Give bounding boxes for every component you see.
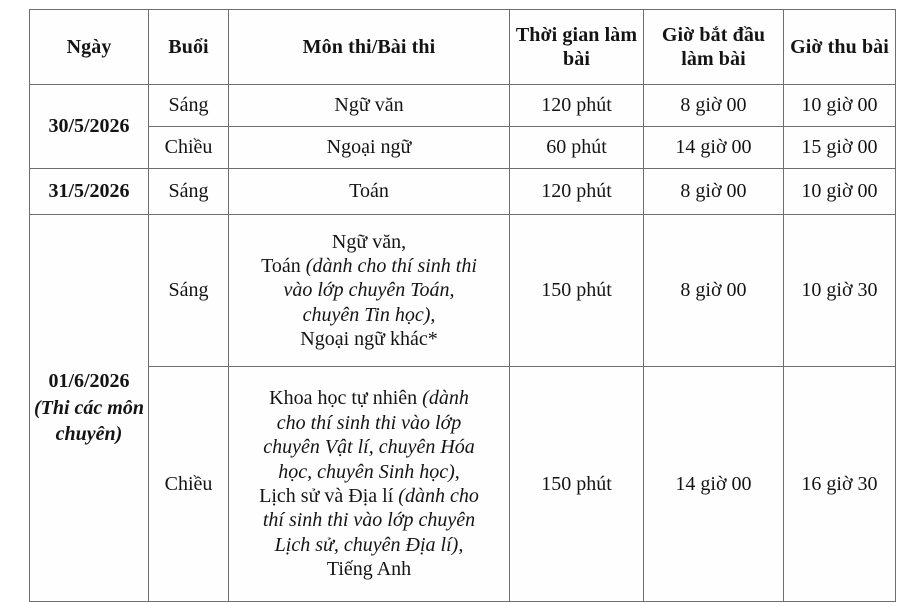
subject-line: Toán (dành cho thí sinh thi xyxy=(261,254,477,277)
cell-start-time: 8 giờ 00 xyxy=(644,215,784,367)
cell-duration: 150 phút xyxy=(510,215,644,367)
column-header-session: Buổi xyxy=(149,10,229,85)
subject-line: chuyên Vật lí, chuyên Hóa xyxy=(263,436,475,459)
column-header-start-time: Giờ bắt đầu làm bài xyxy=(644,10,784,85)
cell-end-time: 10 giờ 30 xyxy=(784,215,896,367)
cell-subject xyxy=(229,169,510,215)
subject-line: Ngữ văn xyxy=(334,94,404,117)
exam-schedule-table-wrapper xyxy=(29,9,895,581)
cell-duration: 60 phút xyxy=(510,127,644,169)
subject-line: Toán xyxy=(349,180,389,203)
exam-schedule-table xyxy=(29,9,896,602)
subject-line: Ngoại ngữ khác* xyxy=(300,328,438,351)
table-row xyxy=(30,169,896,215)
cell-session: Sáng xyxy=(149,169,229,215)
cell-end-time: 15 giờ 00 xyxy=(784,127,896,169)
table-row xyxy=(30,85,896,127)
cell-date xyxy=(30,169,149,215)
cell-duration: 120 phút xyxy=(510,85,644,127)
subject-line: Khoa học tự nhiên (dành xyxy=(269,387,469,410)
cell-session: Chiều xyxy=(149,367,229,602)
cell-end-time: 10 giờ 00 xyxy=(784,85,896,127)
cell-end-time: 10 giờ 00 xyxy=(784,169,896,215)
cell-date xyxy=(30,215,149,602)
date-value: 30/5/2026 xyxy=(48,115,130,138)
cell-duration: 120 phút xyxy=(510,169,644,215)
subject-line: Ngữ văn, xyxy=(331,230,407,253)
column-header-date: Ngày xyxy=(30,10,149,85)
cell-session: Chiều xyxy=(149,127,229,169)
subject-line: vào lớp chuyên Toán, xyxy=(283,279,455,302)
cell-session: Sáng xyxy=(149,215,229,367)
cell-subject xyxy=(229,85,510,127)
subject-line: học, chuyên Sinh học), xyxy=(278,460,460,483)
cell-subject xyxy=(229,367,510,602)
table-header xyxy=(30,10,896,85)
subject-line: thí sinh thi vào lớp chuyên xyxy=(262,509,476,532)
cell-start-time: 14 giờ 00 xyxy=(644,367,784,602)
column-header-duration: Thời gian làm bài xyxy=(510,10,644,85)
date-value: 31/5/2026 xyxy=(48,180,130,203)
subject-line: Lịch sử và Địa lí (dành cho xyxy=(259,485,479,507)
subject-line: Tiếng Anh xyxy=(326,558,412,581)
cell-start-time: 8 giờ 00 xyxy=(644,85,784,127)
cell-start-time: 8 giờ 00 xyxy=(644,169,784,215)
date-note: (Thi các môn chuyên) xyxy=(34,397,144,446)
column-header-end-time: Giờ thu bài xyxy=(784,10,896,85)
table-body xyxy=(30,85,896,602)
subject-line: chuyên Tin học), xyxy=(302,303,436,326)
cell-duration: 150 phút xyxy=(510,367,644,602)
header-row xyxy=(30,10,896,85)
cell-subject xyxy=(229,215,510,367)
cell-end-time: 16 giờ 30 xyxy=(784,367,896,602)
table-row xyxy=(30,367,896,602)
subject-line: Lịch sử, chuyên Địa lí), xyxy=(274,533,464,556)
cell-start-time: 14 giờ 00 xyxy=(644,127,784,169)
date-value: 01/6/2026 xyxy=(48,369,130,392)
table-row xyxy=(30,215,896,367)
column-header-subject: Môn thi/Bài thi xyxy=(229,10,510,85)
table-row xyxy=(30,127,896,169)
cell-date xyxy=(30,85,149,169)
subject-line: Ngoại ngữ xyxy=(326,136,412,159)
cell-subject xyxy=(229,127,510,169)
cell-session: Sáng xyxy=(149,85,229,127)
subject-line: cho thí sinh thi vào lớp xyxy=(276,411,462,434)
